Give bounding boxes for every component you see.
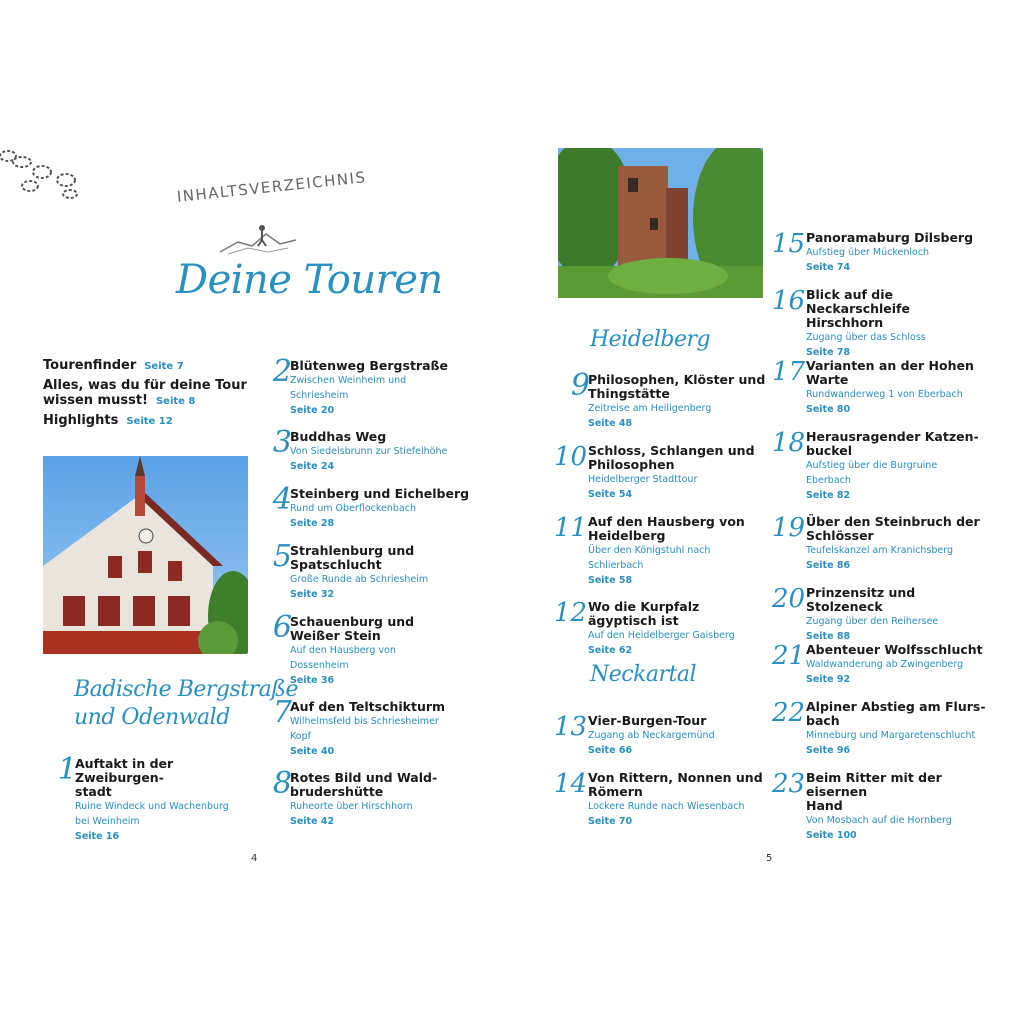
tour-number: 4 — [272, 482, 292, 517]
tour-title-cont: Schlösser — [806, 528, 874, 543]
tower-ruin-photo — [558, 148, 763, 298]
tour-page: Seite 40 — [290, 746, 335, 757]
tour-title-cont: bach — [806, 713, 840, 728]
tour-subtitle: Rundwanderweg 1 von Eberbach — [806, 389, 963, 400]
tour-entry[interactable] — [772, 513, 986, 573]
tour-number: 18 — [772, 428, 806, 458]
tour-entry[interactable] — [554, 769, 768, 829]
tour-number: 14 — [554, 769, 588, 799]
tour-subtitle: Aufstieg über die Burgruine — [806, 460, 938, 471]
tour-subtitle: Auf den Heidelberger Gaisberg — [588, 630, 735, 641]
tour-number: 7 — [272, 695, 292, 730]
tour-subtitle: Heidelberger Stadttour — [588, 474, 698, 485]
tour-page: Seite 82 — [806, 490, 851, 501]
section-heidelberg-title: Heidelberg — [590, 327, 711, 352]
tour-subtitle: Lockere Runde nach Wiesenbach — [588, 801, 745, 812]
contents-heading: INHALTSVERZEICHNIS — [176, 168, 368, 206]
tour-title-cont: Heidelberg — [588, 528, 666, 543]
tour-number: 19 — [772, 513, 806, 543]
tour-page: Seite 48 — [588, 418, 633, 429]
tour-subtitle-cont: Eberbach — [806, 475, 851, 486]
tour-subtitle: Über den Königstuhl nach — [588, 545, 711, 556]
tour-entry[interactable] — [260, 425, 470, 474]
tour-number: 3 — [272, 425, 292, 460]
tour-title: Auf den Hausberg von — [588, 514, 745, 529]
tour-subtitle: Zeitreise am Heiligenberg — [588, 403, 712, 414]
tour-title: Philosophen, Klöster und — [588, 372, 766, 387]
tour-subtitle: Wilhelmsfeld bis Schriesheimer — [290, 716, 439, 727]
tour-subtitle: Von Siedelsbrunn zur Stiefelhöhe — [290, 446, 448, 457]
tour-entry[interactable] — [772, 229, 986, 275]
tour-subtitle: Waldwanderung ab Zwingenberg — [806, 659, 964, 670]
tour-entry[interactable] — [554, 712, 768, 758]
tour-subtitle: Teufelskanzel am Kranichsberg — [806, 545, 954, 556]
tour-number: 9 — [570, 368, 590, 403]
town-hall-photo — [43, 456, 248, 654]
tour-title: Vier-Burgen-Tour — [588, 713, 707, 728]
tour-subtitle: Große Runde ab Schriesheim — [290, 574, 429, 585]
tour-title: Strahlenburg und — [290, 543, 415, 558]
tour-number: 16 — [772, 286, 806, 316]
tour-subtitle-cont: Dossenheim — [290, 660, 349, 671]
tour-page: Seite 36 — [290, 675, 335, 686]
tour-title-cont: Thingstätte — [588, 386, 670, 401]
tour-title: Abenteuer Wolfsschlucht — [806, 642, 983, 657]
tour-subtitle: Zwischen Weinheim und — [290, 375, 407, 386]
tour-page: Seite 78 — [806, 347, 851, 358]
tour-page: Seite 20 — [290, 405, 335, 416]
tour-entry[interactable] — [260, 766, 470, 829]
tour-number: 21 — [772, 641, 806, 671]
tour-page: Seite 28 — [290, 518, 335, 529]
meta-highlights: Highlights Seite 12 — [43, 413, 173, 428]
tour-title-cont: Spatschlucht — [290, 557, 382, 572]
tour-title-cont: stadt — [75, 784, 112, 799]
tour-subtitle: Zugang ab Neckargemünd — [588, 730, 715, 741]
tour-page: Seite 62 — [588, 645, 633, 656]
tour-title: Auf den Teltschikturm — [290, 699, 446, 714]
meta-tourenfinder: Tourenfinder Seite 7 — [43, 358, 184, 373]
tour-entry[interactable] — [772, 769, 986, 843]
tour-title: Von Rittern, Nonnen und — [588, 770, 763, 785]
tour-page: Seite 92 — [806, 674, 851, 685]
tour-subtitle: Minneburg und Margaretenschlucht — [806, 730, 976, 741]
tour-number: 11 — [554, 513, 588, 543]
tour-subtitle: Auf den Hausberg von — [290, 645, 396, 656]
tour-page: Seite 58 — [588, 575, 633, 586]
tour-entry[interactable] — [260, 539, 470, 602]
tour-entry[interactable] — [260, 354, 470, 418]
tour-title: Schauenburg und — [290, 614, 415, 629]
tour-subtitle-cont: bei Weinheim — [75, 816, 140, 827]
tour-title-cont: Römern — [588, 784, 643, 799]
tour-title: Schloss, Schlangen und — [588, 443, 755, 458]
tour-title-cont: Warte — [806, 372, 849, 387]
tour-title: Prinzensitz und Stolzeneck — [806, 585, 916, 614]
section-neckartal-title: Neckartal — [590, 662, 697, 687]
tour-number: 1 — [57, 752, 77, 787]
tour-title-cont: Philosophen — [588, 457, 675, 472]
tour-title: Panoramaburg Dilsberg — [806, 230, 974, 245]
tour-page: Seite 100 — [806, 830, 857, 841]
tour-title: Steinberg und Eichelberg — [290, 486, 470, 501]
tour-entry[interactable] — [772, 584, 986, 644]
tour-entry[interactable] — [558, 368, 768, 431]
tour-subtitle: Rund um Oberflockenbach — [290, 503, 416, 514]
tour-title: Alpiner Abstieg am Flurs- — [806, 699, 986, 714]
tour-page: Seite 32 — [290, 589, 335, 600]
tour-entry[interactable] — [772, 357, 986, 417]
tour-page: Seite 86 — [806, 560, 851, 571]
tour-entry[interactable] — [554, 598, 768, 658]
tour-page: Seite 54 — [588, 489, 633, 500]
tour-subtitle: Zugang über das Schloss — [806, 332, 926, 343]
tour-title-cont: brudershütte — [290, 784, 384, 799]
tour-number: 20 — [772, 584, 806, 614]
hiker-icon — [218, 222, 298, 256]
tour-entry[interactable] — [260, 610, 470, 688]
tour-number: 10 — [554, 442, 588, 472]
tour-title-cont: buckel — [806, 443, 852, 458]
tour-entry[interactable] — [45, 752, 255, 844]
tour-subtitle: Ruine Windeck und Wachenburg — [75, 801, 229, 812]
tour-title: Blick auf die Neckarschleife — [806, 287, 910, 316]
tour-title: Wo die Kurpfalz ägyptisch ist — [588, 599, 700, 628]
tour-subtitle: Zugang über den Reihersee — [806, 616, 939, 627]
meta-alles-wissen: Alles, was du für deine Tour wissen musst! Seite 8 — [43, 378, 247, 408]
tour-number: 6 — [272, 610, 292, 645]
tour-title: Varianten an der Hohen — [806, 358, 974, 373]
tour-number: 5 — [272, 539, 292, 574]
tour-entry[interactable] — [260, 482, 470, 531]
tour-entry[interactable] — [554, 513, 768, 588]
tour-number: 2 — [272, 354, 292, 389]
tour-entry[interactable] — [772, 428, 986, 503]
tour-number: 23 — [772, 769, 806, 799]
tour-page: Seite 96 — [806, 745, 851, 756]
section-bergstrasse-title: Badische Bergstraße und Odenwald — [74, 677, 298, 730]
tour-subtitle: Ruheorte über Hirschhorn — [290, 801, 413, 812]
tour-title-cont: Hirschhorn — [806, 315, 884, 330]
tour-title: Beim Ritter mit der eisernen — [806, 770, 942, 799]
tour-title: Buddhas Weg — [290, 429, 387, 444]
tour-entry[interactable] — [554, 442, 768, 502]
tour-title: Blütenweg Bergstraße — [290, 358, 448, 373]
tour-subtitle-cont: Schriesheim — [290, 390, 349, 401]
tour-entry[interactable] — [772, 698, 986, 758]
tour-title-cont: Weißer Stein — [290, 628, 381, 643]
tour-page: Seite 70 — [588, 816, 633, 827]
tour-page: Seite 74 — [806, 262, 851, 273]
tour-title-cont: Hand — [806, 798, 843, 813]
tour-number: 12 — [554, 598, 588, 628]
tour-entry[interactable] — [260, 695, 470, 759]
tour-subtitle-cont: Schlierbach — [588, 560, 644, 571]
tour-page: Seite 24 — [290, 461, 335, 472]
tour-number: 17 — [772, 357, 806, 387]
tour-page: Seite 66 — [588, 745, 633, 756]
tour-page: Seite 88 — [806, 631, 851, 642]
tour-title: Herausragender Katzen- — [806, 429, 979, 444]
tour-title: Über den Steinbruch der — [806, 514, 980, 529]
page-number-left: 4 — [251, 853, 258, 864]
tour-subtitle-cont: Kopf — [290, 731, 311, 742]
tour-page: Seite 42 — [290, 816, 335, 827]
page-title: Deine Touren — [176, 257, 443, 303]
tour-number: 22 — [772, 698, 806, 728]
tour-title: Rotes Bild und Wald- — [290, 770, 438, 785]
footprints-icon — [0, 150, 90, 210]
tour-number: 13 — [554, 712, 588, 742]
page-number-right: 5 — [766, 853, 773, 864]
tour-number: 15 — [772, 229, 806, 259]
tour-page: Seite 16 — [75, 831, 120, 842]
tour-entry[interactable] — [772, 286, 986, 360]
tour-title: Auftakt in der Zweiburgen- — [75, 756, 174, 785]
tour-entry[interactable] — [772, 641, 986, 687]
tour-page: Seite 80 — [806, 404, 851, 415]
tour-number: 8 — [272, 766, 292, 801]
tour-subtitle: Von Mosbach auf die Hornberg — [806, 815, 952, 826]
tour-subtitle: Aufstieg über Mückenloch — [806, 247, 930, 258]
